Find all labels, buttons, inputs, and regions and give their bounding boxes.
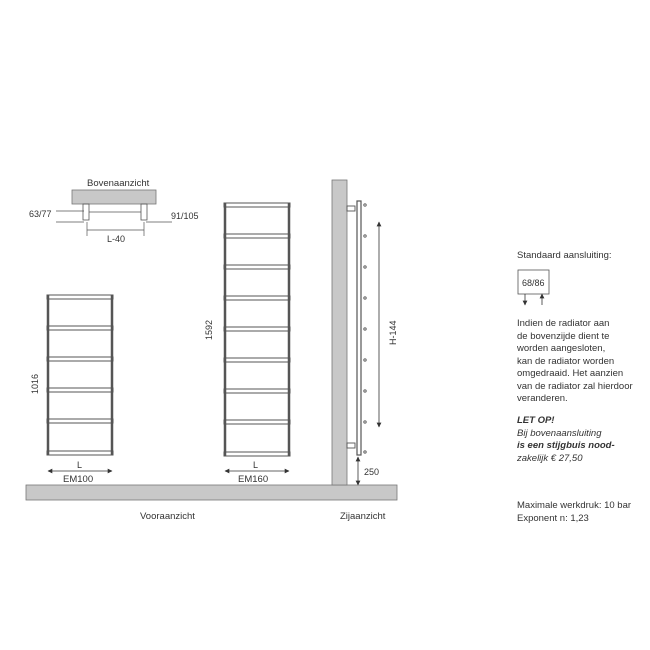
top-view-left-dim: 63/77 xyxy=(29,209,52,219)
connection-text-line: van de radiator zal hierdoor xyxy=(517,380,633,392)
connection-text-line: kan de radiator worden xyxy=(517,355,615,367)
max-pressure: Maximale werkdruk: 10 bar xyxy=(517,500,632,511)
em100-width-dim: L xyxy=(77,460,83,470)
top-view-dimension-lines xyxy=(56,211,172,236)
side-view-height-dim: H-144 xyxy=(388,320,398,345)
wall xyxy=(332,180,347,485)
connection-box-label: 68/86 xyxy=(522,278,545,288)
warning-block xyxy=(517,415,615,465)
em100-height-dim: 1016 xyxy=(30,373,40,394)
side-view-radiator xyxy=(347,201,366,455)
em160-model: EM160 xyxy=(238,474,269,485)
front-view-title: Vooraanzicht xyxy=(140,511,195,522)
floor-clearance-dim: 250 xyxy=(364,467,380,477)
top-view-title: Bovenaanzicht xyxy=(87,178,150,189)
side-view-title: Zijaanzicht xyxy=(340,511,386,522)
warning-line: is een stijgbuis nood- xyxy=(517,440,615,451)
connection-text-line: Indien de radiator aan xyxy=(517,318,610,329)
specs-block xyxy=(517,500,631,525)
exponent: Exponent n: 1,23 xyxy=(517,512,589,524)
connection-title: Standaard aansluiting: xyxy=(517,250,612,261)
connection-text-line: omgedraaid. Het aanzien xyxy=(517,368,624,379)
warning-line: Bij bovenaansluiting xyxy=(517,427,602,439)
connection-text-line: de bovenzijde dient te xyxy=(517,330,610,342)
radiator-em160 xyxy=(224,203,290,456)
connection-text-line: veranderen. xyxy=(517,393,568,404)
em100-model: EM100 xyxy=(63,474,94,485)
top-view-brackets xyxy=(83,204,147,220)
floor xyxy=(26,485,397,500)
top-view-right-dim: 91/105 xyxy=(171,211,199,221)
warning-line: zakelijk € 27,50 xyxy=(517,452,583,464)
top-view-radiator xyxy=(72,190,156,204)
top-view-width-dim: L-40 xyxy=(107,234,126,244)
radiator-em100 xyxy=(47,295,113,455)
connection-text-line: worden aangesloten, xyxy=(517,343,606,354)
em160-height-dim: 1592 xyxy=(204,319,214,340)
em160-width-dim: L xyxy=(253,460,259,470)
connection-description xyxy=(517,318,633,406)
warning-title: LET OP! xyxy=(517,415,555,426)
